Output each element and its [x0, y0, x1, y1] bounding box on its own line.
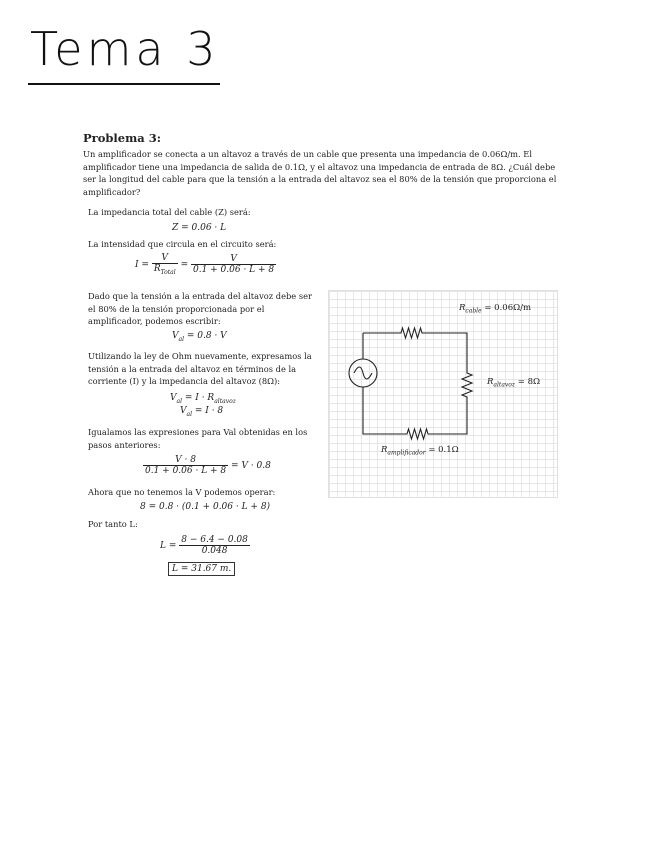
amplifier-impedance-label: $R_{amplificador} = 0.1\Omega$: [381, 445, 459, 457]
speaker-impedance-label: $R_{altavoz} = 8\Omega$: [487, 377, 541, 389]
step-3-text: Dado que la tensión a la entrada del altavoz debe ser el 80% de la tensión proporcionada por el amplificador, podemos escribir:: [88, 291, 312, 327]
result-box: L = 31.67 m.: [168, 564, 235, 574]
equation-5: $\frac{V \cdot 8}{0.1 + 0.06 \cdot L + 8}$ = V · 0.8: [145, 455, 271, 476]
cable-impedance-label: $R_{cable} = 0.06\Omega/m$: [459, 303, 532, 315]
step-4-text: Utilizando la ley de Ohm nuevamente, expresamos la tensión a la entrada del altavoz en términos de la corriente (I) y la impedancia del altavoz (8Ω):: [88, 351, 312, 387]
step-7-text: Por tanto L:: [88, 519, 138, 529]
heading-underline: [28, 83, 220, 85]
circuit-diagram: [328, 290, 558, 498]
step-6-text: Ahora que no tenemos la V podemos operar:: [88, 487, 276, 497]
step-5-text: Igualamos las expresiones para Val obtenidas en los pasos anteriores:: [88, 427, 308, 450]
step-2-text: La intensidad que circula en el circuito será:: [88, 239, 277, 249]
equation-1: Z = 0.06 · L: [172, 223, 227, 233]
problem-title: Problema 3:: [83, 131, 161, 145]
equation-6: 8 = 0.8 · (0.1 + 0.06 · L + 8): [140, 502, 271, 512]
equation-2: I = $\frac{V}{R_{Total}}$ = $\frac{V}{0.1 + 0.06 \cdot L + 8}$: [135, 253, 275, 276]
equation-7: L = $\frac{8 - 6.4 - 0.08}{0.048}$: [160, 535, 248, 556]
equation-4a: $V_{al} = I \cdot R_{altavoz}$: [170, 393, 236, 405]
equation-4b: $V_{al} = I \cdot 8$: [180, 406, 224, 418]
step-1-text: La impedancia total del cable (Z) será:: [88, 207, 251, 217]
problem-statement: Un amplificador se conecta a un altavoz a través de un cable que presenta una impedancia de 0.06Ω/m. El amplificador tiene una impedancia de salida de 0.1Ω, y el altavoz una impedancia de entrada de 8Ω. ¿Cuál debe ser la longitud del cable para que la tensión a la entrada del altavoz sea el 80% de la tensión que proporciona el amplificador?: [83, 149, 557, 197]
page-heading: Tema 3: [30, 22, 220, 76]
equation-3: $V_{al} = 0.8 \cdot V$: [172, 331, 227, 343]
circuit-schematic: [329, 291, 557, 497]
